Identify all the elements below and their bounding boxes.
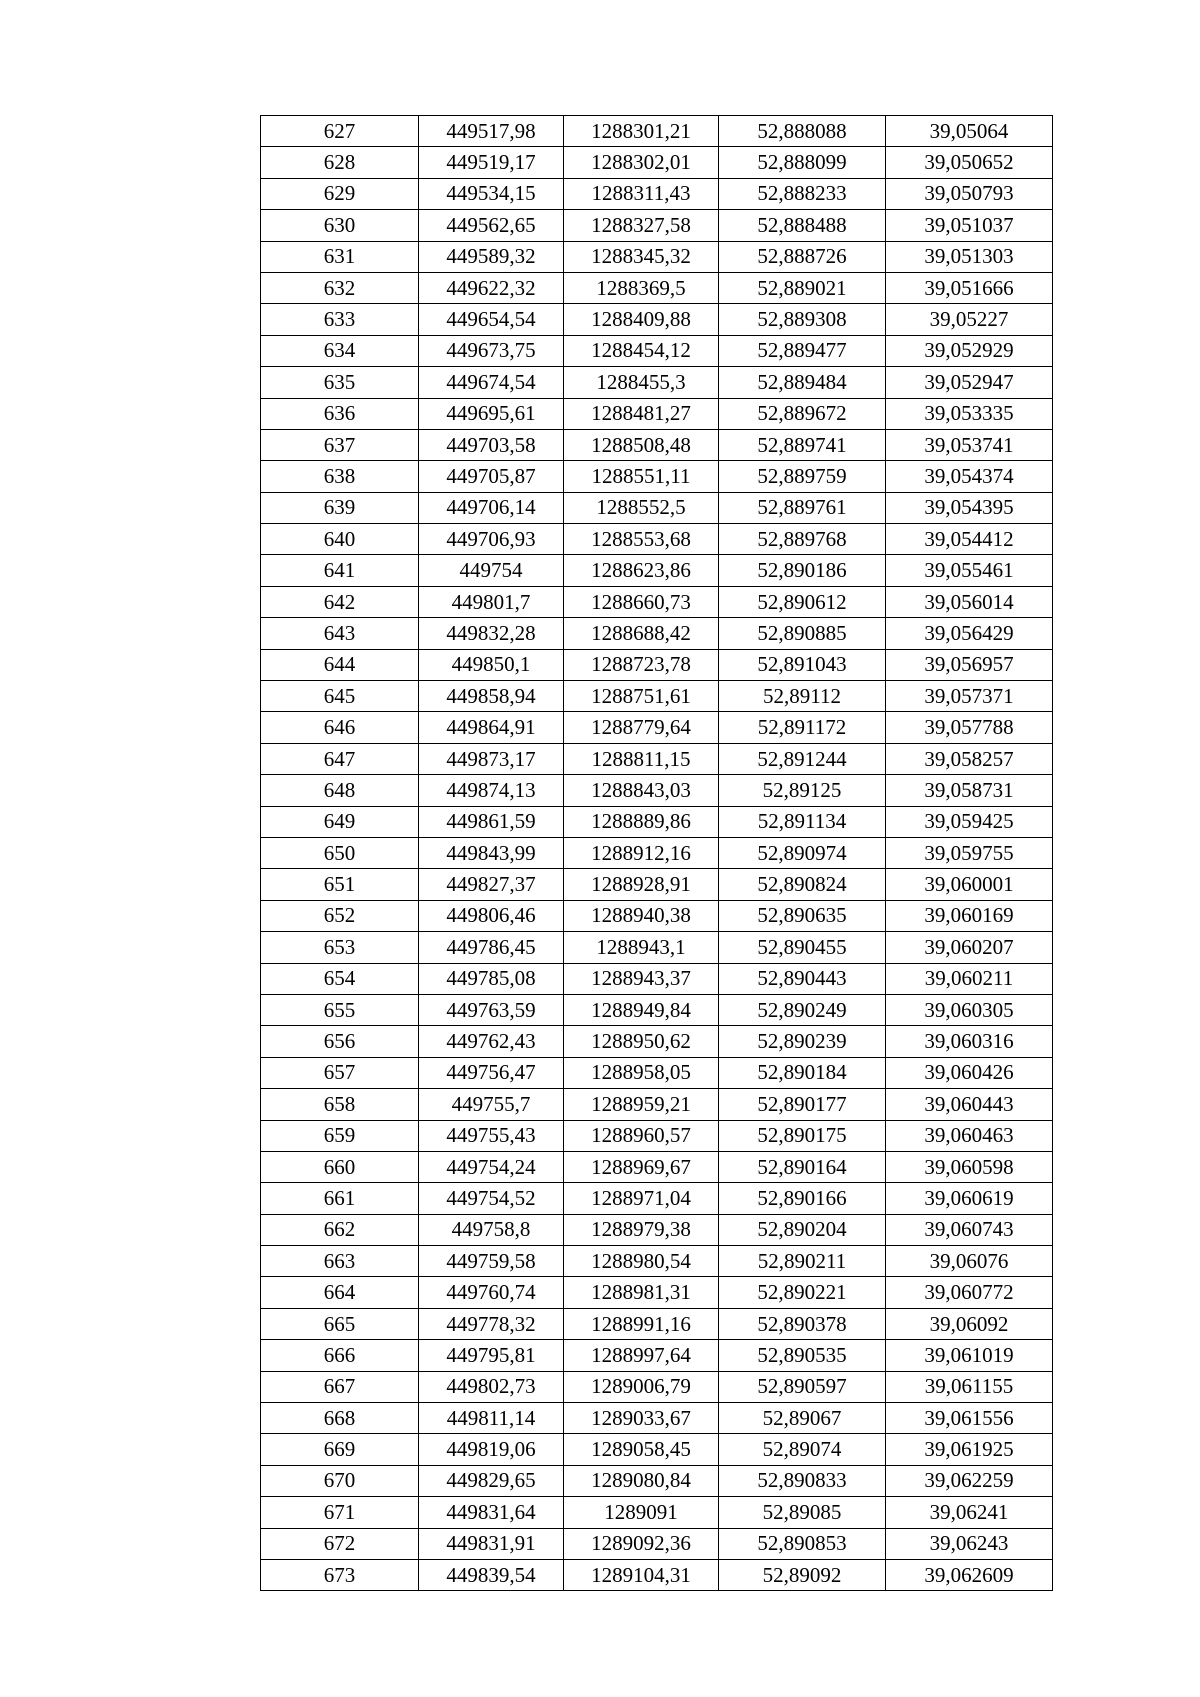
table-row [261, 335, 1053, 366]
y-coordinate-cell: 1288327,58 [564, 210, 719, 241]
latitude-cell: 52,890166 [719, 1183, 886, 1214]
latitude-cell: 52,890597 [719, 1371, 886, 1402]
table-row [261, 994, 1053, 1025]
y-coordinate-cell: 1288960,57 [564, 1120, 719, 1151]
x-coordinate-cell: 449795,81 [419, 1340, 564, 1371]
latitude-cell: 52,890885 [719, 618, 886, 649]
point-number-cell: 666 [261, 1340, 419, 1371]
table-row [261, 775, 1053, 806]
table-row [261, 492, 1053, 523]
longitude-cell: 39,054374 [886, 461, 1053, 492]
table-row [261, 1465, 1053, 1496]
y-coordinate-cell: 1288551,11 [564, 461, 719, 492]
table-row [261, 1151, 1053, 1182]
y-coordinate-cell: 1288912,16 [564, 837, 719, 868]
longitude-cell: 39,051303 [886, 241, 1053, 272]
x-coordinate-cell: 449654,54 [419, 304, 564, 335]
latitude-cell: 52,890455 [719, 932, 886, 963]
latitude-cell: 52,890378 [719, 1308, 886, 1339]
table-row [261, 210, 1053, 241]
point-number-cell: 633 [261, 304, 419, 335]
y-coordinate-cell: 1289058,45 [564, 1434, 719, 1465]
point-number-cell: 661 [261, 1183, 419, 1214]
longitude-cell: 39,053741 [886, 429, 1053, 460]
table-row [261, 461, 1053, 492]
latitude-cell: 52,890612 [719, 586, 886, 617]
point-number-cell: 670 [261, 1465, 419, 1496]
latitude-cell: 52,890175 [719, 1120, 886, 1151]
longitude-cell: 39,062259 [886, 1465, 1053, 1496]
latitude-cell: 52,890635 [719, 900, 886, 931]
x-coordinate-cell: 449519,17 [419, 147, 564, 178]
point-number-cell: 631 [261, 241, 419, 272]
y-coordinate-cell: 1288969,67 [564, 1151, 719, 1182]
x-coordinate-cell: 449754,52 [419, 1183, 564, 1214]
x-coordinate-cell: 449759,58 [419, 1246, 564, 1277]
point-number-cell: 632 [261, 272, 419, 303]
latitude-cell: 52,890164 [719, 1151, 886, 1182]
table-row [261, 1434, 1053, 1465]
table-row [261, 304, 1053, 335]
y-coordinate-cell: 1288949,84 [564, 994, 719, 1025]
latitude-cell: 52,890221 [719, 1277, 886, 1308]
longitude-cell: 39,060169 [886, 900, 1053, 931]
latitude-cell: 52,889484 [719, 367, 886, 398]
x-coordinate-cell: 449758,8 [419, 1214, 564, 1245]
latitude-cell: 52,891043 [719, 649, 886, 680]
longitude-cell: 39,056429 [886, 618, 1053, 649]
y-coordinate-cell: 1288811,15 [564, 743, 719, 774]
y-coordinate-cell: 1288889,86 [564, 806, 719, 837]
table-row [261, 743, 1053, 774]
latitude-cell: 52,890833 [719, 1465, 886, 1496]
latitude-cell: 52,889761 [719, 492, 886, 523]
y-coordinate-cell: 1288943,1 [564, 932, 719, 963]
y-coordinate-cell: 1288508,48 [564, 429, 719, 460]
point-number-cell: 640 [261, 524, 419, 555]
x-coordinate-cell: 449874,13 [419, 775, 564, 806]
latitude-cell: 52,890853 [719, 1528, 886, 1559]
longitude-cell: 39,058257 [886, 743, 1053, 774]
latitude-cell: 52,891172 [719, 712, 886, 743]
x-coordinate-cell: 449829,65 [419, 1465, 564, 1496]
table-row [261, 649, 1053, 680]
table-row [261, 1246, 1053, 1277]
x-coordinate-cell: 449705,87 [419, 461, 564, 492]
table-row [261, 869, 1053, 900]
longitude-cell: 39,057788 [886, 712, 1053, 743]
x-coordinate-cell: 449703,58 [419, 429, 564, 460]
y-coordinate-cell: 1288552,5 [564, 492, 719, 523]
x-coordinate-cell: 449864,91 [419, 712, 564, 743]
y-coordinate-cell: 1289104,31 [564, 1559, 719, 1590]
latitude-cell: 52,89074 [719, 1434, 886, 1465]
x-coordinate-cell: 449811,14 [419, 1403, 564, 1434]
longitude-cell: 39,061556 [886, 1403, 1053, 1434]
y-coordinate-cell: 1288481,27 [564, 398, 719, 429]
table-row [261, 1120, 1053, 1151]
latitude-cell: 52,888726 [719, 241, 886, 272]
point-number-cell: 651 [261, 869, 419, 900]
x-coordinate-cell: 449517,98 [419, 116, 564, 147]
point-number-cell: 656 [261, 1026, 419, 1057]
longitude-cell: 39,060619 [886, 1183, 1053, 1214]
latitude-cell: 52,889672 [719, 398, 886, 429]
longitude-cell: 39,06243 [886, 1528, 1053, 1559]
y-coordinate-cell: 1288751,61 [564, 681, 719, 712]
longitude-cell: 39,057371 [886, 681, 1053, 712]
table-row [261, 241, 1053, 272]
point-number-cell: 629 [261, 178, 419, 209]
point-number-cell: 668 [261, 1403, 419, 1434]
table-row [261, 429, 1053, 460]
longitude-cell: 39,062609 [886, 1559, 1053, 1590]
table-row [261, 178, 1053, 209]
y-coordinate-cell: 1288980,54 [564, 1246, 719, 1277]
x-coordinate-cell: 449802,73 [419, 1371, 564, 1402]
y-coordinate-cell: 1288997,64 [564, 1340, 719, 1371]
x-coordinate-cell: 449801,7 [419, 586, 564, 617]
point-number-cell: 662 [261, 1214, 419, 1245]
longitude-cell: 39,050652 [886, 147, 1053, 178]
x-coordinate-cell: 449754 [419, 555, 564, 586]
point-number-cell: 649 [261, 806, 419, 837]
point-number-cell: 627 [261, 116, 419, 147]
x-coordinate-cell: 449763,59 [419, 994, 564, 1025]
y-coordinate-cell: 1288950,62 [564, 1026, 719, 1057]
y-coordinate-cell: 1289091 [564, 1497, 719, 1528]
y-coordinate-cell: 1289033,67 [564, 1403, 719, 1434]
x-coordinate-cell: 449861,59 [419, 806, 564, 837]
x-coordinate-cell: 449706,93 [419, 524, 564, 555]
longitude-cell: 39,060426 [886, 1057, 1053, 1088]
longitude-cell: 39,060463 [886, 1120, 1053, 1151]
longitude-cell: 39,060207 [886, 932, 1053, 963]
table-row [261, 1371, 1053, 1402]
point-number-cell: 665 [261, 1308, 419, 1339]
point-number-cell: 638 [261, 461, 419, 492]
table-row [261, 1214, 1053, 1245]
latitude-cell: 52,889477 [719, 335, 886, 366]
table-row [261, 1403, 1053, 1434]
point-number-cell: 643 [261, 618, 419, 649]
latitude-cell: 52,890186 [719, 555, 886, 586]
x-coordinate-cell: 449674,54 [419, 367, 564, 398]
point-number-cell: 637 [261, 429, 419, 460]
point-number-cell: 630 [261, 210, 419, 241]
table-row [261, 524, 1053, 555]
latitude-cell: 52,890824 [719, 869, 886, 900]
longitude-cell: 39,060316 [886, 1026, 1053, 1057]
latitude-cell: 52,890974 [719, 837, 886, 868]
x-coordinate-cell: 449785,08 [419, 963, 564, 994]
y-coordinate-cell: 1288345,32 [564, 241, 719, 272]
latitude-cell: 52,891244 [719, 743, 886, 774]
y-coordinate-cell: 1288991,16 [564, 1308, 719, 1339]
point-number-cell: 639 [261, 492, 419, 523]
longitude-cell: 39,060001 [886, 869, 1053, 900]
x-coordinate-cell: 449754,24 [419, 1151, 564, 1182]
table-row [261, 1308, 1053, 1339]
table-row [261, 1183, 1053, 1214]
point-number-cell: 652 [261, 900, 419, 931]
latitude-cell: 52,890249 [719, 994, 886, 1025]
point-number-cell: 669 [261, 1434, 419, 1465]
point-number-cell: 655 [261, 994, 419, 1025]
table-row [261, 681, 1053, 712]
y-coordinate-cell: 1288455,3 [564, 367, 719, 398]
table-row [261, 147, 1053, 178]
table-row [261, 837, 1053, 868]
y-coordinate-cell: 1288971,04 [564, 1183, 719, 1214]
table-row [261, 367, 1053, 398]
longitude-cell: 39,060598 [886, 1151, 1053, 1182]
latitude-cell: 52,888233 [719, 178, 886, 209]
longitude-cell: 39,050793 [886, 178, 1053, 209]
x-coordinate-cell: 449562,65 [419, 210, 564, 241]
longitude-cell: 39,060772 [886, 1277, 1053, 1308]
coordinates-table [260, 115, 1053, 1591]
latitude-cell: 52,890443 [719, 963, 886, 994]
longitude-cell: 39,056014 [886, 586, 1053, 617]
table-row [261, 555, 1053, 586]
latitude-cell: 52,890211 [719, 1246, 886, 1277]
y-coordinate-cell: 1288943,37 [564, 963, 719, 994]
point-number-cell: 660 [261, 1151, 419, 1182]
x-coordinate-cell: 449762,43 [419, 1026, 564, 1057]
table-row [261, 900, 1053, 931]
point-number-cell: 635 [261, 367, 419, 398]
table-row [261, 806, 1053, 837]
longitude-cell: 39,055461 [886, 555, 1053, 586]
latitude-cell: 52,889021 [719, 272, 886, 303]
longitude-cell: 39,051666 [886, 272, 1053, 303]
x-coordinate-cell: 449786,45 [419, 932, 564, 963]
point-number-cell: 667 [261, 1371, 419, 1402]
latitude-cell: 52,888099 [719, 147, 886, 178]
x-coordinate-cell: 449827,37 [419, 869, 564, 900]
longitude-cell: 39,061925 [886, 1434, 1053, 1465]
y-coordinate-cell: 1288454,12 [564, 335, 719, 366]
x-coordinate-cell: 449706,14 [419, 492, 564, 523]
table-row [261, 1559, 1053, 1590]
y-coordinate-cell: 1288843,03 [564, 775, 719, 806]
table-row [261, 272, 1053, 303]
point-number-cell: 648 [261, 775, 419, 806]
y-coordinate-cell: 1288553,68 [564, 524, 719, 555]
y-coordinate-cell: 1288779,64 [564, 712, 719, 743]
point-number-cell: 646 [261, 712, 419, 743]
x-coordinate-cell: 449755,43 [419, 1120, 564, 1151]
point-number-cell: 644 [261, 649, 419, 680]
table-row [261, 1528, 1053, 1559]
longitude-cell: 39,054395 [886, 492, 1053, 523]
x-coordinate-cell: 449673,75 [419, 335, 564, 366]
longitude-cell: 39,061019 [886, 1340, 1053, 1371]
table-row [261, 1497, 1053, 1528]
point-number-cell: 654 [261, 963, 419, 994]
x-coordinate-cell: 449622,32 [419, 272, 564, 303]
longitude-cell: 39,06092 [886, 1308, 1053, 1339]
point-number-cell: 672 [261, 1528, 419, 1559]
latitude-cell: 52,890184 [719, 1057, 886, 1088]
latitude-cell: 52,888488 [719, 210, 886, 241]
longitude-cell: 39,05064 [886, 116, 1053, 147]
y-coordinate-cell: 1288959,21 [564, 1089, 719, 1120]
longitude-cell: 39,060211 [886, 963, 1053, 994]
latitude-cell: 52,888088 [719, 116, 886, 147]
table-row [261, 712, 1053, 743]
latitude-cell: 52,890204 [719, 1214, 886, 1245]
y-coordinate-cell: 1289092,36 [564, 1528, 719, 1559]
y-coordinate-cell: 1288688,42 [564, 618, 719, 649]
x-coordinate-cell: 449755,7 [419, 1089, 564, 1120]
point-number-cell: 628 [261, 147, 419, 178]
y-coordinate-cell: 1288958,05 [564, 1057, 719, 1088]
longitude-cell: 39,052929 [886, 335, 1053, 366]
coordinates-table-body [261, 116, 1053, 1591]
point-number-cell: 647 [261, 743, 419, 774]
longitude-cell: 39,059425 [886, 806, 1053, 837]
latitude-cell: 52,891134 [719, 806, 886, 837]
table-row [261, 1089, 1053, 1120]
y-coordinate-cell: 1288311,43 [564, 178, 719, 209]
x-coordinate-cell: 449873,17 [419, 743, 564, 774]
latitude-cell: 52,89112 [719, 681, 886, 712]
point-number-cell: 663 [261, 1246, 419, 1277]
point-number-cell: 658 [261, 1089, 419, 1120]
table-row [261, 1340, 1053, 1371]
latitude-cell: 52,890239 [719, 1026, 886, 1057]
x-coordinate-cell: 449534,15 [419, 178, 564, 209]
point-number-cell: 645 [261, 681, 419, 712]
y-coordinate-cell: 1288302,01 [564, 147, 719, 178]
table-row [261, 1277, 1053, 1308]
x-coordinate-cell: 449756,47 [419, 1057, 564, 1088]
longitude-cell: 39,058731 [886, 775, 1053, 806]
longitude-cell: 39,06076 [886, 1246, 1053, 1277]
latitude-cell: 52,889768 [719, 524, 886, 555]
y-coordinate-cell: 1288369,5 [564, 272, 719, 303]
latitude-cell: 52,89125 [719, 775, 886, 806]
point-number-cell: 673 [261, 1559, 419, 1590]
point-number-cell: 642 [261, 586, 419, 617]
point-number-cell: 650 [261, 837, 419, 868]
longitude-cell: 39,056957 [886, 649, 1053, 680]
point-number-cell: 671 [261, 1497, 419, 1528]
y-coordinate-cell: 1289006,79 [564, 1371, 719, 1402]
x-coordinate-cell: 449831,64 [419, 1497, 564, 1528]
x-coordinate-cell: 449760,74 [419, 1277, 564, 1308]
longitude-cell: 39,059755 [886, 837, 1053, 868]
longitude-cell: 39,060305 [886, 994, 1053, 1025]
x-coordinate-cell: 449778,32 [419, 1308, 564, 1339]
point-number-cell: 664 [261, 1277, 419, 1308]
y-coordinate-cell: 1288301,21 [564, 116, 719, 147]
x-coordinate-cell: 449806,46 [419, 900, 564, 931]
x-coordinate-cell: 449695,61 [419, 398, 564, 429]
point-number-cell: 634 [261, 335, 419, 366]
table-row [261, 586, 1053, 617]
x-coordinate-cell: 449819,06 [419, 1434, 564, 1465]
point-number-cell: 653 [261, 932, 419, 963]
y-coordinate-cell: 1288660,73 [564, 586, 719, 617]
longitude-cell: 39,061155 [886, 1371, 1053, 1402]
latitude-cell: 52,89067 [719, 1403, 886, 1434]
latitude-cell: 52,889308 [719, 304, 886, 335]
latitude-cell: 52,889741 [719, 429, 886, 460]
longitude-cell: 39,053335 [886, 398, 1053, 429]
longitude-cell: 39,051037 [886, 210, 1053, 241]
y-coordinate-cell: 1288940,38 [564, 900, 719, 931]
y-coordinate-cell: 1288979,38 [564, 1214, 719, 1245]
latitude-cell: 52,890535 [719, 1340, 886, 1371]
x-coordinate-cell: 449831,91 [419, 1528, 564, 1559]
y-coordinate-cell: 1288981,31 [564, 1277, 719, 1308]
table-row [261, 1026, 1053, 1057]
y-coordinate-cell: 1288623,86 [564, 555, 719, 586]
table-row [261, 116, 1053, 147]
point-number-cell: 657 [261, 1057, 419, 1088]
y-coordinate-cell: 1288928,91 [564, 869, 719, 900]
longitude-cell: 39,060743 [886, 1214, 1053, 1245]
latitude-cell: 52,89092 [719, 1559, 886, 1590]
latitude-cell: 52,889759 [719, 461, 886, 492]
x-coordinate-cell: 449843,99 [419, 837, 564, 868]
table-row [261, 932, 1053, 963]
latitude-cell: 52,890177 [719, 1089, 886, 1120]
longitude-cell: 39,054412 [886, 524, 1053, 555]
table-row [261, 963, 1053, 994]
table-row [261, 398, 1053, 429]
latitude-cell: 52,89085 [719, 1497, 886, 1528]
y-coordinate-cell: 1288409,88 [564, 304, 719, 335]
longitude-cell: 39,05227 [886, 304, 1053, 335]
x-coordinate-cell: 449589,32 [419, 241, 564, 272]
y-coordinate-cell: 1288723,78 [564, 649, 719, 680]
x-coordinate-cell: 449850,1 [419, 649, 564, 680]
x-coordinate-cell: 449839,54 [419, 1559, 564, 1590]
table-row [261, 1057, 1053, 1088]
point-number-cell: 641 [261, 555, 419, 586]
point-number-cell: 659 [261, 1120, 419, 1151]
table-row [261, 618, 1053, 649]
x-coordinate-cell: 449858,94 [419, 681, 564, 712]
x-coordinate-cell: 449832,28 [419, 618, 564, 649]
point-number-cell: 636 [261, 398, 419, 429]
longitude-cell: 39,06241 [886, 1497, 1053, 1528]
longitude-cell: 39,060443 [886, 1089, 1053, 1120]
longitude-cell: 39,052947 [886, 367, 1053, 398]
y-coordinate-cell: 1289080,84 [564, 1465, 719, 1496]
